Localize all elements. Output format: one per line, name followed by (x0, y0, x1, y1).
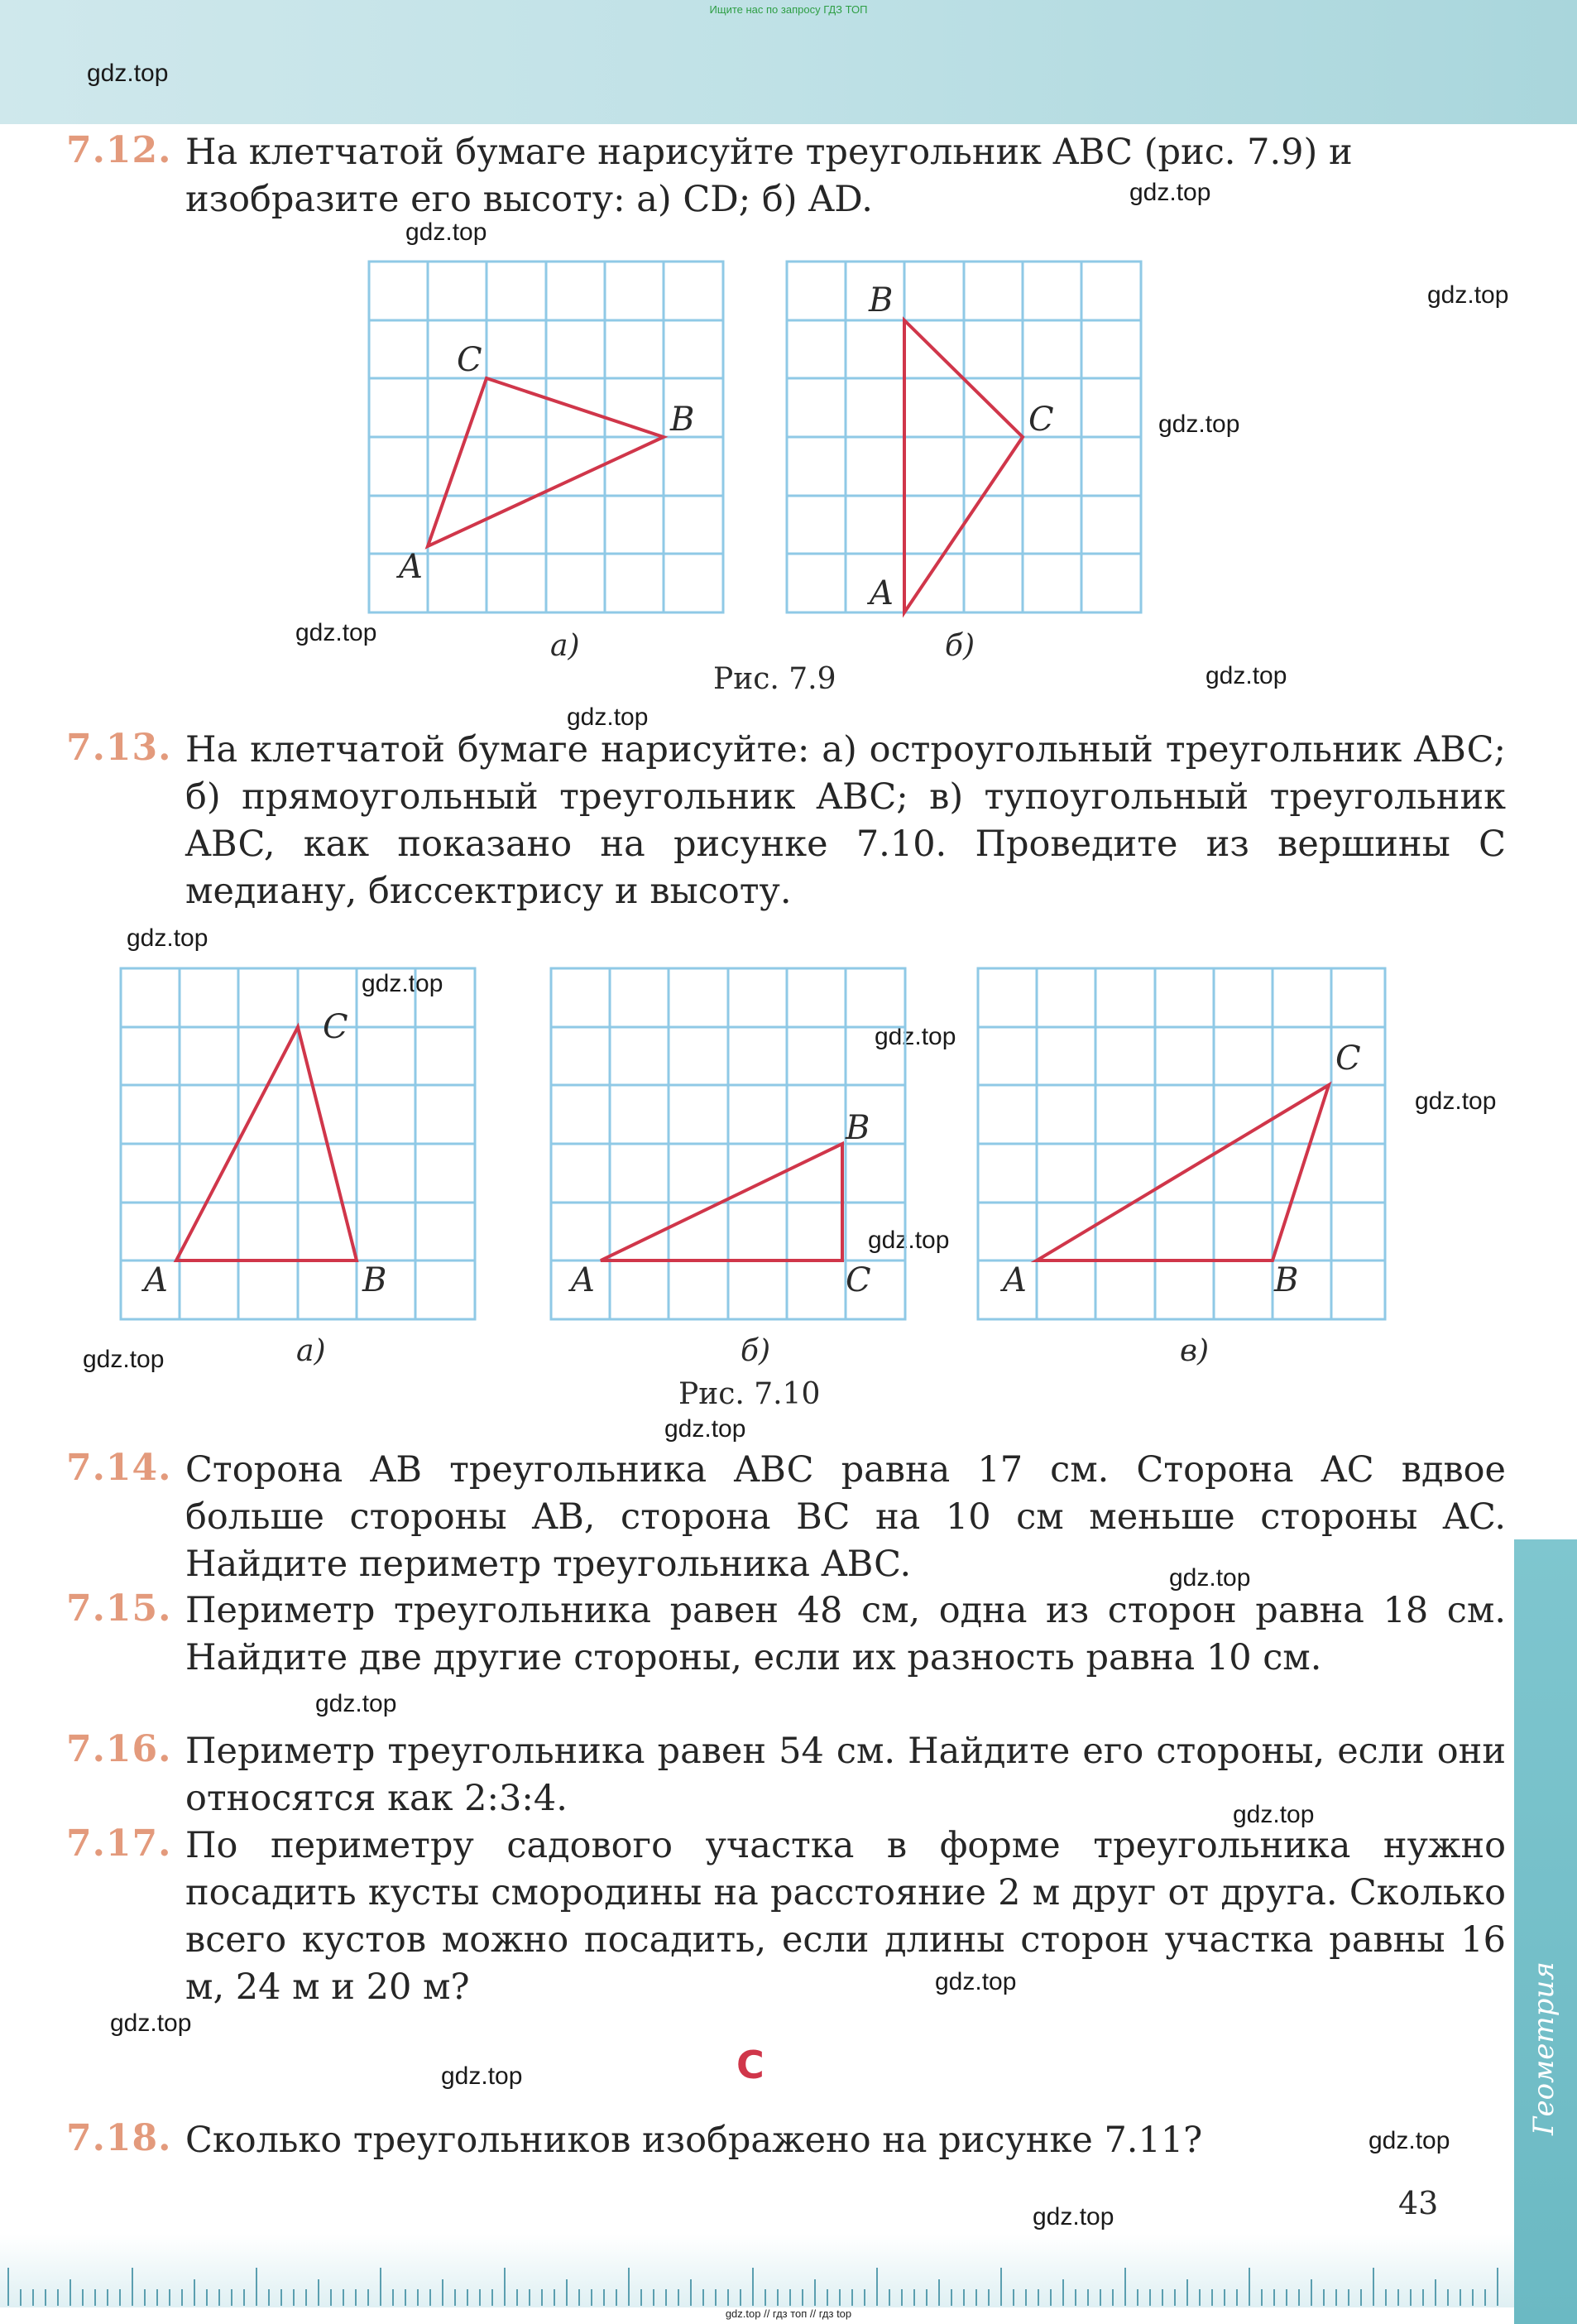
watermark: gdz.top (935, 1968, 1017, 1995)
ruler-ticks (0, 2235, 1514, 2307)
vertex-label-a: A (571, 1261, 595, 1299)
triangle (1037, 1085, 1329, 1260)
watermark: gdz.top (110, 2009, 192, 2037)
problem-text: По периметру садового участка в форме треугольника нужно посадить кусты смородины на расстояние 2 м друг от друга. Сколько всего кустов можно посадить, если длины сторон участка равны 16 м, 24 м и 20 м? (185, 1825, 1506, 2008)
problem-number: 7.12. (66, 129, 172, 171)
problem-7-16 (66, 1728, 1506, 1824)
figure-7-9-a (364, 257, 728, 617)
problem-text: Сколько треугольников изображено на рисунке 7.11? (185, 2120, 1203, 2161)
vertex-label-c: C (846, 1261, 871, 1299)
problem-number: 7.18. (66, 2117, 172, 2159)
watermark: gdz.top (295, 619, 377, 646)
watermark: gdz.top (127, 924, 209, 952)
figure-caption: Рис. 7.9 (713, 662, 836, 696)
ruler-strip (0, 2235, 1514, 2307)
watermark: gdz.top (1368, 2127, 1450, 2154)
watermark: gdz.top (405, 218, 487, 246)
figure-7-10-a (116, 963, 480, 1324)
watermark: gdz.top (1233, 1801, 1315, 1828)
watermark: gdz.top (83, 1346, 165, 1373)
watermark: gdz.top (1206, 662, 1287, 689)
watermark: gdz.top (1129, 179, 1211, 206)
top-note: Ищите нас по запросу ГДЗ ТОП (709, 3, 868, 16)
figure-7-10-c (973, 963, 1390, 1324)
vertex-label-b: B (670, 401, 695, 439)
problem-7-13 (66, 727, 1506, 925)
problem-number: 7.14. (66, 1447, 172, 1489)
problem-number: 7.15. (66, 1587, 172, 1630)
problem-7-12 (66, 129, 1440, 228)
vertex-label-c: C (1028, 401, 1054, 439)
vertex-label-b: B (1274, 1261, 1299, 1299)
vertex-label-a: A (870, 574, 894, 612)
watermark: gdz.top (1415, 1088, 1497, 1115)
section-letter: C (736, 2043, 765, 2087)
problem-text: Сторона AB треугольника ABC равна 17 см. Сторона AC вдвое больше стороны AB, сторона BC на 10 см меньше стороны AC. Найдите периметр треугольника ABC. (185, 1449, 1506, 1585)
watermark: gdz.top (87, 60, 169, 87)
vertex-label-c: C (457, 341, 482, 379)
watermark: gdz.top (664, 1415, 746, 1443)
watermark: gdz.top (875, 1023, 956, 1050)
figure-sublabel: б) (945, 629, 975, 663)
figure-caption: Рис. 7.10 (678, 1377, 821, 1411)
problem-line: изобразите его высоту: а) CD; б) AD. (185, 179, 873, 220)
footer-note: gdz.top // гдз топ // гдз top (725, 2307, 852, 2320)
side-tab (1514, 1539, 1577, 2324)
problem-text: Периметр треугольника равен 54 см. Найдите его стороны, если они относятся как 2:3:4. (185, 1731, 1506, 1819)
problem-number: 7.16. (66, 1728, 172, 1770)
side-tab-label: Геометрия (1527, 1961, 1560, 2135)
header-band (0, 0, 1577, 124)
figure-7-9-b (782, 257, 1146, 617)
problem-7-15 (66, 1587, 1506, 1731)
problem-number: 7.13. (66, 727, 172, 769)
vertex-label-a: A (1003, 1261, 1027, 1299)
vertex-label-b: B (846, 1109, 870, 1147)
watermark: gdz.top (868, 1227, 950, 1254)
figure-7-10-b (546, 963, 910, 1324)
watermark: gdz.top (567, 703, 649, 731)
page-number: 43 (1398, 2185, 1439, 2221)
watermark: gdz.top (1033, 2203, 1114, 2230)
watermark: gdz.top (315, 1690, 397, 1717)
problem-7-18 (66, 2117, 1440, 2167)
vertex-label-b: B (869, 281, 894, 319)
vertex-label-a: A (399, 548, 423, 586)
watermark: gdz.top (362, 970, 443, 997)
vertex-label-b: B (362, 1261, 387, 1299)
problem-7-17 (66, 1822, 1506, 2014)
vertex-label-a: A (144, 1261, 168, 1299)
problem-line: На клетчатой бумаге нарисуйте треугольник ABC (рис. 7.9) и (185, 132, 1353, 173)
problem-text: На клетчатой бумаге нарисуйте: а) остроугольный треугольник ABC; б) прямоугольный треугольник ABC; в) тупоугольный треугольник ABC, как показано на рисунке 7.10. Проведите из вершины C медиану, биссектрису и высоту. (185, 729, 1506, 912)
problem-number: 7.17. (66, 1822, 172, 1865)
watermark: gdz.top (1169, 1564, 1251, 1592)
vertex-label-c: C (323, 1008, 348, 1046)
figure-sublabel: в) (1180, 1334, 1209, 1368)
problem-7-14 (66, 1447, 1506, 1591)
figure-sublabel: а) (550, 629, 580, 663)
vertex-label-c: C (1335, 1040, 1361, 1078)
watermark: gdz.top (1158, 411, 1240, 438)
problem-text: Периметр треугольника равен 48 см, одна из сторон равна 18 см. Найдите две другие стороны, если их разность равна 10 см. (185, 1590, 1506, 1678)
watermark: gdz.top (1427, 281, 1509, 309)
problem-text (185, 129, 1506, 223)
figure-sublabel: б) (741, 1334, 771, 1368)
figure-sublabel: а) (296, 1334, 326, 1368)
watermark: gdz.top (441, 2062, 523, 2090)
